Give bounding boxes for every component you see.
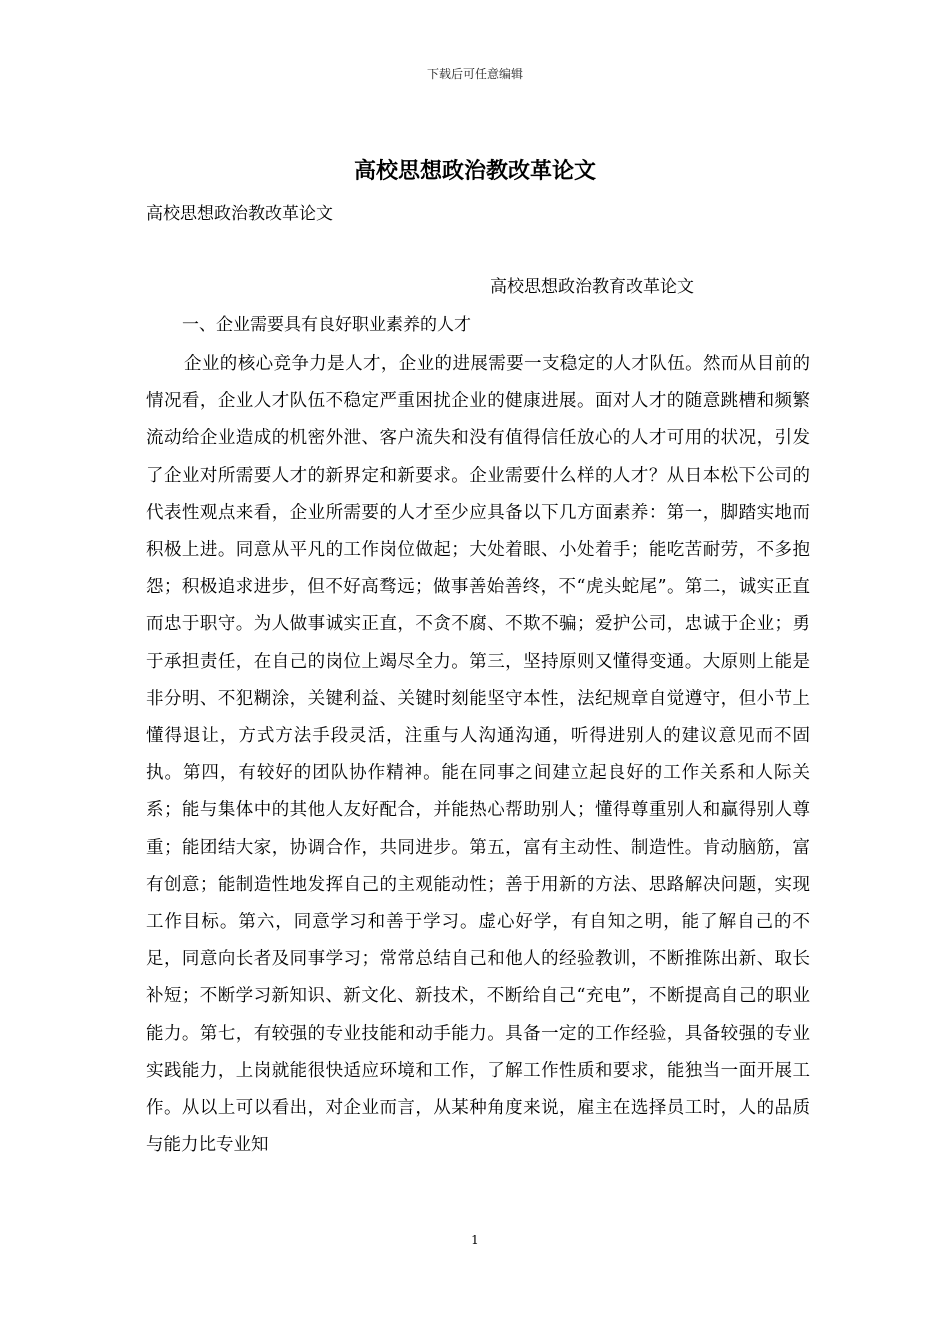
page-header: 下载后可任意编辑 — [426, 67, 523, 81]
page-number: 1 — [471, 1233, 479, 1247]
section-title: 高校思想政治教育改革论文 — [490, 277, 694, 297]
document-title: 高校思想政治教改革论文 — [353, 158, 596, 184]
document-subtitle: 高校思想政治教改革论文 — [146, 204, 333, 224]
section-heading: 一、企业需要具有良好职业素养的人才 — [182, 315, 471, 335]
body-paragraph: 企业的核心竞争力是人才，企业的进展需要一支稳定的人才队伍。然而从目前的情况看，企业人才队伍不稳定严重困扰企业的健康进展。面对人才的随意跳槽和频繁流动给企业造成的机密外泄、客户流失和没有值得信任放心的人才可用的状况，引发了企业对所需要人才的新界定和新要求。企业需要什么样的人才？从日本松下公司的代表性观点来看，企业所需要的人才至少应具备以下几方面素养：第一，脚踏实地而积极上进。同意从平凡的工作岗位做起；大处着眼、小处着手；能吃苦耐劳，不多抱怨；积极追求进步，但不好高骛远；做事善始善终，不“虎头蛇尾”。第二，诚实正直而忠于职守。为人做事诚实正直，不贪不腐、不欺不骗；爱护公司，忠诚于企业；勇于承担责任，在自己的岗位上竭尽全力。第三，坚持原则又懂得变通。大原则上能是非分明、不犯糊涂，关键利益、关键时刻能坚守本性，法纪规章自觉遵守，但小节上懂得退让，方式方法手段灵活，注重与人沟通沟通，听得进别人的建议意见而不固执。第四，有较好的团队协作精神。能在同事之间建立起良好的工作关系和人际关系；能与集体中的其他人友好配合，并能热心帮助别人；懂得尊重别人和赢得别人尊重；能团结大家，协调合作，共同进步。第五，富有主动性、制造性。肯动脑筋，富有创意；能制造性地发挥自己的主观能动性；善于用新的方法、思路解决问题，实现工作目标。第六，同意学习和善于学习。虚心好学，有自知之明，能了解自己的不足，同意向长者及同事学习；常常总结自己和他人的经验教训，不断推陈出新、取长补短；不断学习新知识、新文化、新技术，不断给自己“充电”，不断提高自己的职业能力。第七，有较强的专业技能和动手能力。具备一定的工作经验，具备较强的专业实践能力，上岗就能很快适应环境和工作，了解工作性质和要求，能独当一面开展工作。从以上可以看出，对企业而言，从某种角度来说，雇主在选择员工时，人的品质与能力比专业知 — [146, 354, 810, 1156]
